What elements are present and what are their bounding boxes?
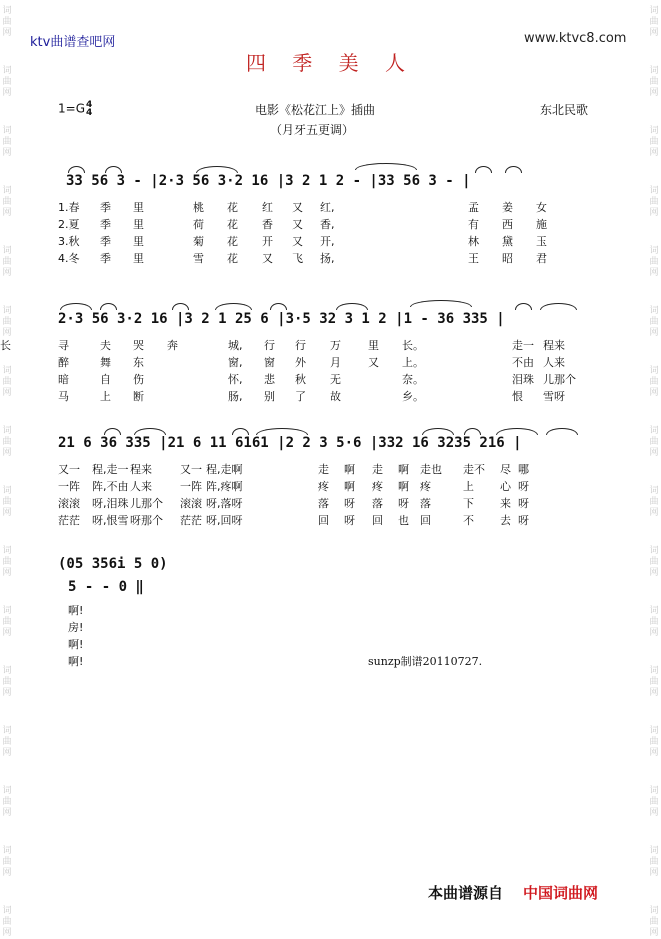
lyric-syllable: 回 — [420, 514, 431, 527]
lyric-syllable: 呀那个 — [130, 514, 163, 527]
right-watermark-strip — [647, 0, 661, 938]
watermark-mark: 词 曲 网 — [2, 366, 12, 398]
slur — [464, 428, 481, 435]
lyric-syllable: 花 — [227, 201, 238, 214]
lyric-syllable: 上。 — [402, 356, 424, 369]
lyric-syllable: 阵,疼啊 — [206, 480, 243, 493]
lyric-syllable: 香, — [320, 218, 335, 231]
lyric-syllable: 万 — [330, 339, 341, 352]
lyric-syllable: 黛 — [502, 235, 513, 248]
lyric-syllable: 香 — [262, 218, 273, 231]
slur — [540, 303, 577, 310]
lyric-syllable: 恨 — [512, 390, 523, 403]
lyric-syllable: 走不 — [463, 463, 485, 476]
key-signature — [58, 101, 92, 117]
system-3-notes: 21 6 36 335 |21 6 11 6161 |2 2 3 5·6 |332 16 3235 216 | — [58, 435, 522, 451]
time-bottom: 4 — [86, 108, 93, 118]
lyric-syllable: 飞 — [292, 252, 303, 265]
lyric-syllable: 孟 — [468, 201, 479, 214]
lyric-syllable: 肠, — [228, 390, 243, 403]
lyric-syllable: 长。 — [402, 339, 424, 352]
lyric-syllable: 茫茫 — [180, 514, 202, 527]
lyric-syllable: 花 — [227, 218, 238, 231]
slur — [546, 428, 578, 435]
lyric-syllable: 红 — [262, 201, 273, 214]
watermark-mark: 词 曲 网 — [2, 786, 12, 818]
watermark-mark: 词 曲 网 — [649, 726, 659, 758]
lyric-syllable: 断 — [133, 390, 144, 403]
lyric-syllable: 啊 — [398, 463, 409, 476]
lyric-syllable: 开 — [262, 235, 273, 248]
lyric-syllable: 疼 — [318, 480, 329, 493]
lyric-syllable: 疼 — [372, 480, 383, 493]
lyric-syllable: 又 — [292, 201, 303, 214]
watermark-mark: 词 曲 网 — [2, 246, 12, 278]
lyric-syllable: 心 — [500, 480, 511, 493]
transcriber-credit: sunzp制谱20110727. — [368, 655, 483, 668]
lyric-syllable: 儿那个 — [543, 373, 576, 386]
lyric-syllable: 女 — [536, 201, 547, 214]
slur — [256, 428, 308, 435]
watermark-mark: 词 曲 网 — [649, 366, 659, 398]
lyric-syllable: 窗, — [228, 356, 243, 369]
lyric-syllable: 昭 — [502, 252, 513, 265]
lyric-syllable: 阵,不由 — [92, 480, 129, 493]
lyric-syllable: 回 — [318, 514, 329, 527]
lyric-syllable: 不由 — [512, 356, 534, 369]
watermark-mark: 词 曲 网 — [649, 126, 659, 158]
footer-brand-link[interactable]: 中国词曲网 — [523, 884, 599, 902]
lyric-syllable: 又一 — [180, 463, 202, 476]
slur — [196, 166, 238, 173]
slur — [68, 166, 85, 173]
lyric-syllable: 奈。 — [402, 373, 424, 386]
slur — [496, 428, 538, 435]
lyric-syllable: 乡。 — [402, 390, 424, 403]
lyric-syllable: 桃 — [193, 201, 204, 214]
left-watermark-strip — [0, 0, 14, 938]
lyric-syllable: 1.春 — [58, 201, 80, 214]
slur — [105, 166, 122, 173]
watermark-mark: 词 曲 网 — [649, 246, 659, 278]
coda-lyric-1: 啊! — [68, 604, 84, 617]
lyric-syllable: 自 — [100, 373, 111, 386]
lyric-syllable: 悲 — [264, 373, 275, 386]
lyric-syllable: 走 — [372, 463, 383, 476]
lyric-syllable: 无 — [330, 373, 341, 386]
watermark-mark: 词 曲 网 — [649, 66, 659, 98]
lyric-syllable: 一阵 — [180, 480, 202, 493]
lyric-syllable: 上 — [100, 390, 111, 403]
watermark-mark: 词 曲 网 — [649, 546, 659, 578]
lyric-syllable: 呀,恨雪 — [92, 514, 129, 527]
lyric-syllable: 舞 — [100, 356, 111, 369]
lyric-syllable: 呀 — [518, 497, 529, 510]
lyric-syllable: 开, — [320, 235, 335, 248]
lyric-syllable: 里 — [133, 235, 144, 248]
watermark-mark: 词 曲 网 — [2, 906, 12, 938]
lyric-syllable: 走也 — [420, 463, 442, 476]
slur — [60, 303, 92, 310]
watermark-mark: 词 曲 网 — [2, 486, 12, 518]
time-top: 4 — [86, 100, 93, 110]
lyric-syllable: 施 — [536, 218, 547, 231]
lyric-syllable: 寻 — [58, 339, 69, 352]
lyric-syllable: 玉 — [536, 235, 547, 248]
lyric-syllable: 又 — [292, 218, 303, 231]
lyric-syllable: 不 — [463, 514, 474, 527]
coda-lyric-3: 啊! — [68, 638, 84, 651]
lyric-syllable: 茫茫 — [58, 514, 80, 527]
lyric-syllable: 醉 — [58, 356, 69, 369]
lyric-syllable: 行 — [264, 339, 275, 352]
lyric-syllable: 怀, — [228, 373, 243, 386]
lyric-syllable: 里 — [133, 252, 144, 265]
watermark-mark: 词 曲 网 — [2, 546, 12, 578]
lyric-syllable: 里 — [133, 201, 144, 214]
watermark-mark: 词 曲 网 — [2, 666, 12, 698]
lyric-syllable: 啊 — [344, 463, 355, 476]
lyric-syllable: 呀 — [344, 514, 355, 527]
lyric-syllable: 姜 — [502, 201, 513, 214]
lyric-syllable: 下 — [463, 497, 474, 510]
lyric-syllable: 马 — [58, 390, 69, 403]
lyric-syllable: 里 — [368, 339, 379, 352]
watermark-mark: 词 曲 网 — [649, 606, 659, 638]
watermark-mark: 词 曲 网 — [649, 486, 659, 518]
source-note: 电影《松花江上》插曲 — [255, 103, 376, 117]
genre-label: 东北民歌 — [540, 103, 589, 117]
system-2-notes: 2·3 56 3·2 16 |3 2 1 25 6 |3·5 32 3 1 2 |1 - 36 335 | — [58, 311, 505, 327]
lyric-syllable: 伤 — [133, 373, 144, 386]
lyric-syllable: 暗 — [58, 373, 69, 386]
lyric-syllable: 君 — [536, 252, 547, 265]
lyric-syllable: 儿那个 — [130, 497, 163, 510]
lyric-syllable: 4.冬 — [58, 252, 80, 265]
tune-subtitle: （月牙五更调） — [270, 123, 355, 137]
lyric-syllable: 来 — [500, 497, 511, 510]
slur — [100, 303, 117, 310]
lyric-syllable: 别 — [264, 390, 275, 403]
site-name-left[interactable]: ktv曲谱查吧网 — [30, 35, 116, 50]
watermark-mark: 词 曲 网 — [649, 786, 659, 818]
lyric-syllable: 季 — [100, 235, 111, 248]
watermark-mark: 词 曲 网 — [649, 306, 659, 338]
lyric-syllable: 奔 — [167, 339, 178, 352]
lyric-syllable: 又 — [368, 356, 379, 369]
lyric-syllable: 秋 — [295, 373, 306, 386]
lyric-syllable: 行 — [295, 339, 306, 352]
lyric-syllable: 季 — [100, 201, 111, 214]
lyric-syllable: 又 — [292, 235, 303, 248]
slur — [270, 303, 287, 310]
slur — [475, 166, 492, 173]
lyric-syllable: 程,走一 — [92, 463, 129, 476]
lyric-syllable: 3.秋 — [58, 235, 80, 248]
lyric-syllable: 一阵 — [58, 480, 80, 493]
lyric-syllable: 落 — [372, 497, 383, 510]
watermark-mark: 词 曲 网 — [2, 726, 12, 758]
watermark-mark: 词 曲 网 — [2, 426, 12, 458]
slur — [422, 428, 454, 435]
lyric-syllable: 落 — [420, 497, 431, 510]
lyric-syllable: 窗 — [264, 356, 275, 369]
lyric-syllable: 滚滚 — [58, 497, 80, 510]
time-signature — [86, 101, 92, 117]
lyric-syllable: 2.夏 — [58, 218, 80, 231]
lyric-syllable: 呀,泪珠 — [92, 497, 129, 510]
lyric-syllable: 长 — [0, 339, 11, 352]
slur — [515, 303, 532, 310]
watermark-mark: 词 曲 网 — [649, 846, 659, 878]
lyric-syllable: 又 — [262, 252, 273, 265]
watermark-mark: 词 曲 网 — [2, 66, 12, 98]
lyric-syllable: 回 — [372, 514, 383, 527]
watermark-mark: 词 曲 网 — [649, 6, 659, 38]
lyric-syllable: 尽 — [500, 463, 511, 476]
lyric-syllable: 又一 — [58, 463, 80, 476]
coda-lyric-4: 啊! — [68, 655, 84, 668]
lyric-syllable: 疼 — [420, 480, 431, 493]
lyric-syllable: 王 — [468, 252, 479, 265]
lyric-syllable: 啊 — [344, 480, 355, 493]
lyric-syllable: 红, — [320, 201, 335, 214]
watermark-mark: 词 曲 网 — [2, 306, 12, 338]
lyric-syllable: 荷 — [193, 218, 204, 231]
lyric-syllable: 城, — [228, 339, 243, 352]
lyric-syllable: 夫 — [100, 339, 111, 352]
lyric-syllable: 呀 — [344, 497, 355, 510]
lyric-syllable: 人来 — [543, 356, 565, 369]
lyric-syllable: 呀 — [518, 514, 529, 527]
lyric-syllable: 呀 — [398, 497, 409, 510]
watermark-mark: 词 曲 网 — [649, 426, 659, 458]
slur — [232, 428, 249, 435]
lyric-syllable: 了 — [295, 390, 306, 403]
watermark-mark: 词 曲 网 — [2, 6, 12, 38]
lyric-syllable: 外 — [295, 356, 306, 369]
song-title: 四 季 美 人 — [245, 51, 416, 75]
lyric-syllable: 程来 — [543, 339, 565, 352]
lyric-syllable: 去 — [500, 514, 511, 527]
slur — [215, 303, 252, 310]
lyric-syllable: 有 — [468, 218, 479, 231]
site-url-right[interactable]: www.ktvc8.com — [524, 31, 627, 46]
lyric-syllable: 东 — [133, 356, 144, 369]
lyric-syllable: 扬, — [320, 252, 335, 265]
watermark-mark: 词 曲 网 — [2, 606, 12, 638]
lyric-syllable: 花 — [227, 235, 238, 248]
slur — [336, 303, 368, 310]
lyric-syllable: 走 — [318, 463, 329, 476]
lyric-syllable: 上 — [463, 480, 474, 493]
coda-intro: (05 356i 5 0) — [58, 556, 168, 572]
key-label: 1=G — [58, 101, 85, 116]
lyric-syllable: 哭 — [133, 339, 144, 352]
coda-notes: 5 - - 0 ‖ — [68, 579, 144, 595]
lyric-syllable: 落 — [318, 497, 329, 510]
lyric-syllable: 里 — [133, 218, 144, 231]
watermark-mark: 词 曲 网 — [2, 186, 12, 218]
slur — [410, 300, 472, 307]
slur — [104, 428, 121, 435]
lyric-syllable: 程,走啊 — [206, 463, 243, 476]
lyric-syllable: 人来 — [130, 480, 152, 493]
watermark-mark: 词 曲 网 — [649, 906, 659, 938]
lyric-syllable: 季 — [100, 218, 111, 231]
lyric-syllable: 菊 — [193, 235, 204, 248]
lyric-syllable: 雪呀 — [543, 390, 565, 403]
watermark-mark: 词 曲 网 — [2, 126, 12, 158]
lyric-syllable: 雪 — [193, 252, 204, 265]
lyric-syllable: 泪珠 — [512, 373, 534, 386]
lyric-syllable: 呀,回呀 — [206, 514, 243, 527]
slur — [134, 428, 166, 435]
lyric-syllable: 走一 — [512, 339, 534, 352]
lyric-syllable: 啊 — [398, 480, 409, 493]
system-1-notes: 33 56 3 - |2·3 56 3·2 16 |3 2 1 2 - |33 56 3 - | — [66, 173, 471, 189]
slur — [505, 166, 522, 173]
lyric-syllable: 故 — [330, 390, 341, 403]
lyric-syllable: 呀,落呀 — [206, 497, 243, 510]
watermark-mark: 词 曲 网 — [649, 666, 659, 698]
coda-lyric-2: 房! — [68, 621, 84, 634]
slur — [172, 303, 189, 310]
lyric-syllable: 程来 — [130, 463, 152, 476]
lyric-syllable: 哪 — [518, 463, 529, 476]
footer-source — [428, 882, 598, 903]
lyric-syllable: 花 — [227, 252, 238, 265]
lyric-syllable: 林 — [468, 235, 479, 248]
lyric-syllable: 也 — [398, 514, 409, 527]
footer-prefix: 本曲谱源自 — [428, 884, 504, 902]
slur — [355, 163, 417, 170]
lyric-syllable: 呀 — [518, 480, 529, 493]
lyric-syllable: 季 — [100, 252, 111, 265]
lyric-syllable: 滚滚 — [180, 497, 202, 510]
lyric-syllable: 月 — [330, 356, 341, 369]
watermark-mark: 词 曲 网 — [649, 186, 659, 218]
lyric-syllable: 西 — [502, 218, 513, 231]
watermark-mark: 词 曲 网 — [2, 846, 12, 878]
